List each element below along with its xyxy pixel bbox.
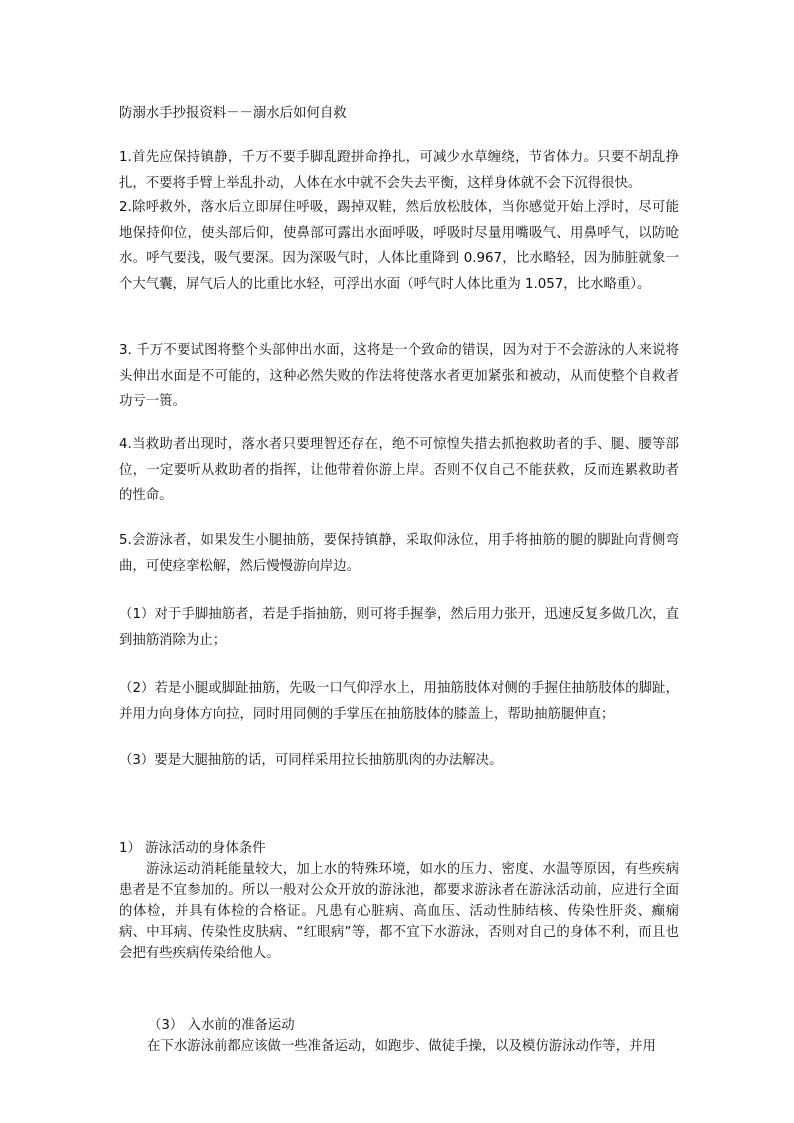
paragraph-cramp-2: （2）若是小腿或脚趾抽筋，先吸一口气仰浮水上，用抽筋肢体对侧的手握住抽筋肢体的脚趾，并用力向身体方向拉，同时用同侧的手掌压在抽筋肢体的膝盖上，帮助抽筋腿伸直； — [119, 681, 679, 722]
paragraph-cramp-1: （1）对于手脚抽筋者，若是手指抽筋，则可将手握拳，然后用力张开，迅速反复多做几次，直到抽筋消除为止； — [119, 607, 679, 648]
section-heading: 1） 游泳活动的身体条件 — [119, 841, 266, 856]
paragraph-3: 3. 千万不要试图将整个头部伸出水面，这将是一个致命的错误，因为对于不会游泳的人来说将头伸出水面是不可能的，这种必然失败的作法将使落水者更加紧张和被动，从而使整个自救者功亏一篑。 — [119, 343, 679, 409]
paragraph-cramp-3: （3）要是大腿抽筋的话，可同样采用拉长抽筋肌肉的办法解决。 — [119, 753, 503, 768]
document-title: 防溺水手抄报资料－－溺水后如何自救 — [119, 106, 347, 121]
paragraph-2: 2.除呼救外，落水后立即屏住呼吸，踢掉双鞋，然后放松肢体，当你感觉开始上浮时，尽可能地保持仰位，使头部后仰，使鼻部可露出水面呼吸，呼吸时尽量用嘴吸气、用鼻呼气，以防呛水。呼气要浅，吸气要深。因为深吸气时，人体比重降到 0.967，比水略轻，因为肺脏就象一个大气囊，屏气后人的比重比水轻，可浮出水面（呼气时人体比重为 1.057，比水略重）。 — [119, 200, 679, 292]
paragraph-4: 4.当救助者出现时，落水者只要理智还存在，绝不可惊惶失措去抓抱救助者的手、腿、腰等部位，一定要听从救助者的指挥，让他带着你游上岸。否则不仅自己不能获救，反而连累救助者的性命。 — [119, 437, 679, 503]
section-body: 在下水游泳前都应该做一些准备运动，如跑步、做徒手操，以及模仿游泳动作等，并用 — [147, 1039, 656, 1054]
section-heading: （3） 入水前的准备运动 — [148, 1018, 295, 1033]
section-warmup — [119, 1015, 679, 1057]
paragraph-5: 5.会游泳者，如果发生小腿抽筋，要保持镇静，采取仰泳位，用手将抽筋的腿的脚趾向背侧弯曲，可使痉挛松解，然后慢慢游向岸边。 — [119, 533, 679, 574]
section-body-condition — [119, 838, 679, 964]
paragraph-1: 1.首先应保持镇静，千万不要手脚乱蹬拼命挣扎，可减少水草缠绕，节省体力。只要不胡乱挣扎，不要将手臂上举乱扑动，人体在水中就不会失去平衡，这样身体就不会下沉得很快。 — [119, 150, 679, 191]
section-body: 游泳运动消耗能量较大，加上水的特殊环境，如水的压力、密度、水温等原因，有些疾病患者是不宜参加的。所以一般对公众开放的游泳池，都要求游泳者在游泳活动前，应进行全面的体检，并具有体检的合格证。凡患有心脏病、高血压、活动性肺结核、传染性肝炎、癫痫病、中耳病、传染性皮肤病、“红眼病”等，都不宜下水游泳，否则对自己的身体不利，而且也会把有些疾病传染给他人。 — [119, 862, 679, 961]
